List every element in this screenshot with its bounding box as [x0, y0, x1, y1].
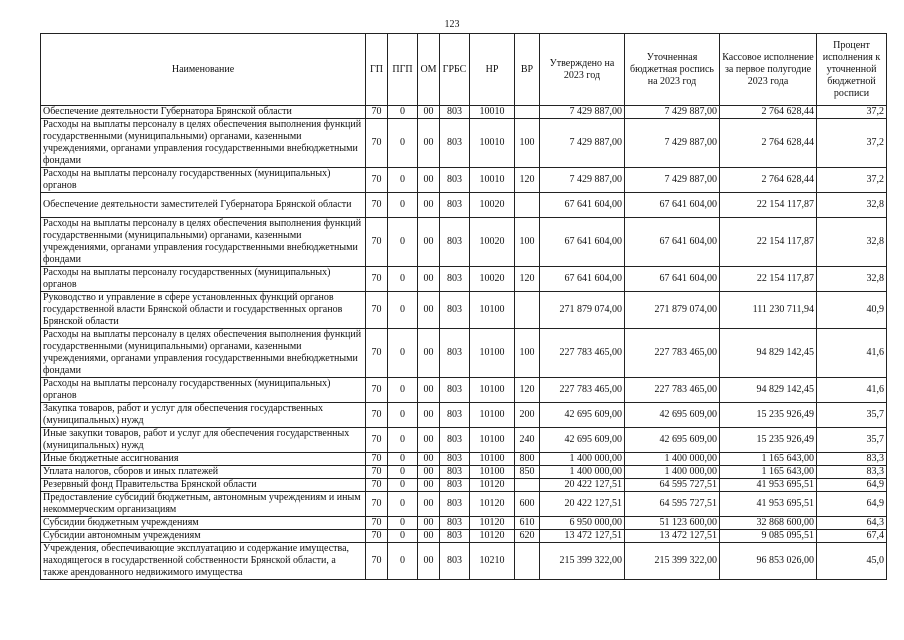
row-nr: 10100 [470, 329, 515, 378]
row-nr: 10020 [470, 193, 515, 218]
row-om: 00 [418, 106, 440, 119]
row-refined: 67 641 604,00 [625, 218, 720, 267]
table-row [41, 403, 887, 428]
table-row [41, 530, 887, 543]
row-grbs: 803 [440, 106, 470, 119]
row-name: Резервный фонд Правительства Брянской области [41, 479, 366, 492]
row-om: 00 [418, 378, 440, 403]
row-gp: 70 [366, 168, 388, 193]
row-percent: 37,2 [817, 119, 887, 168]
row-grbs: 803 [440, 428, 470, 453]
row-gp: 70 [366, 466, 388, 479]
row-percent: 64,9 [817, 479, 887, 492]
row-pgp: 0 [388, 530, 418, 543]
row-name: Закупка товаров, работ и услуг для обеспечения государственных (муниципальных) нужд [41, 403, 366, 428]
row-grbs: 803 [440, 492, 470, 517]
row-grbs: 803 [440, 403, 470, 428]
row-executed: 41 953 695,51 [720, 479, 817, 492]
row-vr [515, 479, 540, 492]
table-header-row [41, 34, 887, 106]
row-vr: 120 [515, 267, 540, 292]
row-refined: 51 123 600,00 [625, 517, 720, 530]
row-approved: 1 400 000,00 [540, 453, 625, 466]
row-percent: 32,8 [817, 267, 887, 292]
row-approved: 67 641 604,00 [540, 193, 625, 218]
table-row [41, 292, 887, 329]
row-pgp: 0 [388, 193, 418, 218]
row-approved: 67 641 604,00 [540, 267, 625, 292]
row-name: Расходы на выплаты персоналу в целях обеспечения выполнения функций государственными (муниципальными) органами, казенными учреждениями, органами управления государственными внебюджетными фондами [41, 329, 366, 378]
row-refined: 215 399 322,00 [625, 543, 720, 580]
row-gp: 70 [366, 329, 388, 378]
row-refined: 64 595 727,51 [625, 492, 720, 517]
row-grbs: 803 [440, 329, 470, 378]
row-vr: 100 [515, 119, 540, 168]
row-approved: 1 400 000,00 [540, 466, 625, 479]
row-gp: 70 [366, 106, 388, 119]
table-row [41, 453, 887, 466]
row-approved: 215 399 322,00 [540, 543, 625, 580]
row-nr: 10020 [470, 218, 515, 267]
row-pgp: 0 [388, 378, 418, 403]
row-approved: 227 783 465,00 [540, 378, 625, 403]
row-om: 00 [418, 119, 440, 168]
row-nr: 10020 [470, 267, 515, 292]
row-nr: 10100 [470, 403, 515, 428]
row-pgp: 0 [388, 543, 418, 580]
row-refined: 7 429 887,00 [625, 119, 720, 168]
row-gp: 70 [366, 267, 388, 292]
row-percent: 83,3 [817, 453, 887, 466]
row-refined: 67 641 604,00 [625, 193, 720, 218]
row-pgp: 0 [388, 106, 418, 119]
row-executed: 32 868 600,00 [720, 517, 817, 530]
table-row [41, 119, 887, 168]
row-vr: 800 [515, 453, 540, 466]
row-nr: 10100 [470, 466, 515, 479]
row-executed: 9 085 095,51 [720, 530, 817, 543]
row-grbs: 803 [440, 517, 470, 530]
row-om: 00 [418, 466, 440, 479]
row-approved: 7 429 887,00 [540, 106, 625, 119]
row-approved: 42 695 609,00 [540, 428, 625, 453]
row-refined: 13 472 127,51 [625, 530, 720, 543]
row-approved: 13 472 127,51 [540, 530, 625, 543]
row-gp: 70 [366, 428, 388, 453]
row-grbs: 803 [440, 292, 470, 329]
row-pgp: 0 [388, 517, 418, 530]
row-executed: 22 154 117,87 [720, 267, 817, 292]
row-name: Расходы на выплаты персоналу государственных (муниципальных) органов [41, 267, 366, 292]
table-row [41, 193, 887, 218]
row-name: Расходы на выплаты персоналу государственных (муниципальных) органов [41, 168, 366, 193]
row-gp: 70 [366, 403, 388, 428]
row-gp: 70 [366, 378, 388, 403]
row-approved: 227 783 465,00 [540, 329, 625, 378]
row-refined: 64 595 727,51 [625, 479, 720, 492]
row-percent: 64,9 [817, 492, 887, 517]
row-approved: 20 422 127,51 [540, 492, 625, 517]
row-grbs: 803 [440, 218, 470, 267]
row-pgp: 0 [388, 329, 418, 378]
row-vr: 620 [515, 530, 540, 543]
row-vr: 100 [515, 329, 540, 378]
row-executed: 2 764 628,44 [720, 119, 817, 168]
row-pgp: 0 [388, 466, 418, 479]
row-om: 00 [418, 403, 440, 428]
row-grbs: 803 [440, 193, 470, 218]
row-refined: 1 400 000,00 [625, 466, 720, 479]
table-row [41, 168, 887, 193]
row-percent: 83,3 [817, 466, 887, 479]
row-executed: 1 165 643,00 [720, 453, 817, 466]
row-gp: 70 [366, 119, 388, 168]
row-name: Иные бюджетные ассигнования [41, 453, 366, 466]
row-grbs: 803 [440, 466, 470, 479]
row-name: Субсидии бюджетным учреждениям [41, 517, 366, 530]
row-name: Учреждения, обеспечивающие эксплуатацию и содержание имущества, находящегося в государственной собственности Брянской области, а также арендованного недвижимого имущества [41, 543, 366, 580]
row-vr: 120 [515, 168, 540, 193]
row-percent: 45,0 [817, 543, 887, 580]
row-vr: 120 [515, 378, 540, 403]
row-nr: 10120 [470, 479, 515, 492]
row-refined: 67 641 604,00 [625, 267, 720, 292]
row-om: 00 [418, 218, 440, 267]
row-pgp: 0 [388, 218, 418, 267]
row-approved: 271 879 074,00 [540, 292, 625, 329]
header-name: Наименование [41, 34, 366, 106]
row-name: Уплата налогов, сборов и иных платежей [41, 466, 366, 479]
header-vr: ВР [515, 34, 540, 106]
row-executed: 22 154 117,87 [720, 218, 817, 267]
row-refined: 7 429 887,00 [625, 106, 720, 119]
table-row [41, 218, 887, 267]
row-nr: 10100 [470, 292, 515, 329]
row-om: 00 [418, 329, 440, 378]
row-executed: 15 235 926,49 [720, 428, 817, 453]
row-refined: 271 879 074,00 [625, 292, 720, 329]
row-vr: 610 [515, 517, 540, 530]
row-om: 00 [418, 267, 440, 292]
row-vr [515, 292, 540, 329]
row-name: Обеспечение деятельности заместителей Губернатора Брянской области [41, 193, 366, 218]
row-grbs: 803 [440, 119, 470, 168]
row-executed: 1 165 643,00 [720, 466, 817, 479]
row-percent: 41,6 [817, 329, 887, 378]
row-percent: 41,6 [817, 378, 887, 403]
row-executed: 15 235 926,49 [720, 403, 817, 428]
row-pgp: 0 [388, 168, 418, 193]
row-grbs: 803 [440, 530, 470, 543]
row-gp: 70 [366, 292, 388, 329]
row-name: Предоставление субсидий бюджетным, автономным учреждениям и иным некоммерческим организациям [41, 492, 366, 517]
row-executed: 111 230 711,94 [720, 292, 817, 329]
row-grbs: 803 [440, 479, 470, 492]
row-om: 00 [418, 492, 440, 517]
row-pgp: 0 [388, 453, 418, 466]
row-name: Расходы на выплаты персоналу государственных (муниципальных) органов [41, 378, 366, 403]
row-pgp: 0 [388, 119, 418, 168]
row-nr: 10010 [470, 119, 515, 168]
row-percent: 37,2 [817, 168, 887, 193]
row-executed: 94 829 142,45 [720, 378, 817, 403]
row-approved: 6 950 000,00 [540, 517, 625, 530]
row-gp: 70 [366, 543, 388, 580]
row-nr: 10010 [470, 106, 515, 119]
row-om: 00 [418, 168, 440, 193]
row-nr: 10120 [470, 492, 515, 517]
row-approved: 20 422 127,51 [540, 479, 625, 492]
row-nr: 10210 [470, 543, 515, 580]
row-nr: 10100 [470, 378, 515, 403]
row-gp: 70 [366, 530, 388, 543]
row-percent: 64,3 [817, 517, 887, 530]
row-pgp: 0 [388, 428, 418, 453]
row-percent: 35,7 [817, 428, 887, 453]
row-pgp: 0 [388, 267, 418, 292]
row-gp: 70 [366, 453, 388, 466]
row-grbs: 803 [440, 267, 470, 292]
row-om: 00 [418, 193, 440, 218]
row-vr: 100 [515, 218, 540, 267]
row-name: Расходы на выплаты персоналу в целях обеспечения выполнения функций государственными (муниципальными) органами, казенными учреждениями, органами управления государственными внебюджетными фондами [41, 119, 366, 168]
header-nr: НР [470, 34, 515, 106]
row-pgp: 0 [388, 292, 418, 329]
row-name: Расходы на выплаты персоналу в целях обеспечения выполнения функций государственными (муниципальными) органами, казенными учреждениями, органами управления государственными внебюджетными фондами [41, 218, 366, 267]
row-executed: 96 853 026,00 [720, 543, 817, 580]
row-om: 00 [418, 543, 440, 580]
row-executed: 2 764 628,44 [720, 106, 817, 119]
row-name: Руководство и управление в сфере установленных функций органов государственной власти Брянской области и государственных органов Брянской области [41, 292, 366, 329]
row-approved: 67 641 604,00 [540, 218, 625, 267]
row-refined: 42 695 609,00 [625, 403, 720, 428]
row-approved: 7 429 887,00 [540, 119, 625, 168]
row-om: 00 [418, 453, 440, 466]
row-approved: 7 429 887,00 [540, 168, 625, 193]
row-vr: 200 [515, 403, 540, 428]
table-body [41, 106, 887, 580]
table-row [41, 479, 887, 492]
header-grbs: ГРБС [440, 34, 470, 106]
row-nr: 10100 [470, 428, 515, 453]
row-percent: 35,7 [817, 403, 887, 428]
row-percent: 40,9 [817, 292, 887, 329]
budget-table [40, 33, 887, 580]
header-approved: Утверждено на 2023 год [540, 34, 625, 106]
row-executed: 22 154 117,87 [720, 193, 817, 218]
row-percent: 37,2 [817, 106, 887, 119]
table-row [41, 106, 887, 119]
row-executed: 94 829 142,45 [720, 329, 817, 378]
row-nr: 10100 [470, 453, 515, 466]
row-percent: 67,4 [817, 530, 887, 543]
row-name: Субсидии автономным учреждениям [41, 530, 366, 543]
row-refined: 1 400 000,00 [625, 453, 720, 466]
row-gp: 70 [366, 492, 388, 517]
row-gp: 70 [366, 517, 388, 530]
row-vr: 850 [515, 466, 540, 479]
row-vr [515, 106, 540, 119]
row-pgp: 0 [388, 492, 418, 517]
row-pgp: 0 [388, 479, 418, 492]
row-vr [515, 193, 540, 218]
row-grbs: 803 [440, 378, 470, 403]
row-approved: 42 695 609,00 [540, 403, 625, 428]
row-vr: 240 [515, 428, 540, 453]
table-row [41, 428, 887, 453]
table-row [41, 329, 887, 378]
row-grbs: 803 [440, 543, 470, 580]
row-om: 00 [418, 517, 440, 530]
row-grbs: 803 [440, 453, 470, 466]
row-om: 00 [418, 530, 440, 543]
row-om: 00 [418, 428, 440, 453]
row-grbs: 803 [440, 168, 470, 193]
row-percent: 32,8 [817, 218, 887, 267]
row-gp: 70 [366, 193, 388, 218]
row-gp: 70 [366, 479, 388, 492]
header-percent: Процент исполнения к уточненной бюджетной росписи [817, 34, 887, 106]
header-pgp: ПГП [388, 34, 418, 106]
table-row [41, 378, 887, 403]
header-executed: Кассовое исполнение за первое полугодие 2023 года [720, 34, 817, 106]
row-om: 00 [418, 479, 440, 492]
row-name: Обеспечение деятельности Губернатора Брянской области [41, 106, 366, 119]
header-om: ОМ [418, 34, 440, 106]
row-nr: 10010 [470, 168, 515, 193]
row-vr [515, 543, 540, 580]
row-executed: 2 764 628,44 [720, 168, 817, 193]
row-refined: 227 783 465,00 [625, 329, 720, 378]
row-gp: 70 [366, 218, 388, 267]
table-row [41, 466, 887, 479]
row-nr: 10120 [470, 530, 515, 543]
row-percent: 32,8 [817, 193, 887, 218]
row-refined: 42 695 609,00 [625, 428, 720, 453]
row-vr: 600 [515, 492, 540, 517]
row-pgp: 0 [388, 403, 418, 428]
table-row [41, 492, 887, 517]
row-refined: 227 783 465,00 [625, 378, 720, 403]
table-row [41, 267, 887, 292]
page-number: 123 [444, 19, 460, 30]
row-name: Иные закупки товаров, работ и услуг для обеспечения государственных (муниципальных) нужд [41, 428, 366, 453]
table-row [41, 517, 887, 530]
row-executed: 41 953 695,51 [720, 492, 817, 517]
row-refined: 7 429 887,00 [625, 168, 720, 193]
row-nr: 10120 [470, 517, 515, 530]
row-om: 00 [418, 292, 440, 329]
table-row [41, 543, 887, 580]
header-refined: Уточненная бюджетная роспись на 2023 год [625, 34, 720, 106]
header-gp: ГП [366, 34, 388, 106]
